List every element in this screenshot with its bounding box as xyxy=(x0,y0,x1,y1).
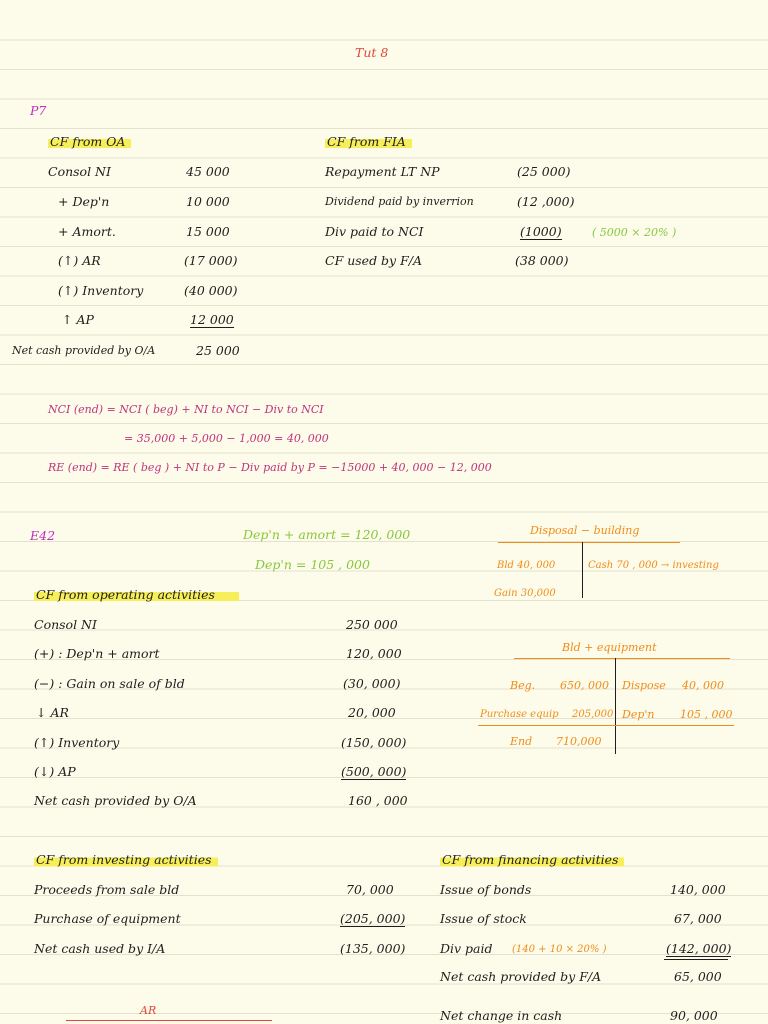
p7-oa-row-value: 15 000 xyxy=(186,224,230,239)
e42-oa-total-value: 160 , 000 xyxy=(348,793,408,808)
dep-amort-equation: Dep'n + amort = 120, 000 xyxy=(243,527,411,542)
p7-oa-row-value: (40 000) xyxy=(184,283,238,298)
bld-equip-left-label: Beg. xyxy=(510,679,536,692)
p7-oa-heading: CF from OA xyxy=(48,134,131,149)
e42-ia-row-label: Proceeds from sale bld xyxy=(34,882,180,897)
underline-rule xyxy=(664,959,728,960)
p7-fia-total-value: (38 000) xyxy=(515,253,569,268)
e42-oa-row-label: (↑) Inventory xyxy=(34,735,120,750)
p7-fia-total-label: CF used by F/A xyxy=(325,253,422,268)
p7-oa-row-value: 10 000 xyxy=(186,194,230,209)
e42-ia-total-value: (135, 000) xyxy=(340,941,406,956)
t-account-rule xyxy=(514,658,730,659)
e42-ia-total-label: Net cash used by I/A xyxy=(34,941,166,956)
e42-fa-row-value: 140, 000 xyxy=(670,882,726,897)
depn-equation: Dep'n = 105 , 000 xyxy=(255,557,370,572)
e42-oa-row-value: 20, 000 xyxy=(348,705,396,720)
net-change-label: Net change in cash xyxy=(440,1008,563,1023)
bld-equip-left-label: Purchase equip xyxy=(480,709,559,720)
e42-oa-row-value: (500, 000) xyxy=(341,764,407,779)
e42-fa-row-value: (142, 000) xyxy=(666,941,732,956)
e42-ia-row-value: (205, 000) xyxy=(340,911,406,926)
p7-fia-heading: CF from FIA xyxy=(325,134,412,149)
bld-equip-right-label: Dep'n xyxy=(622,708,655,721)
p7-fia-note: ( 5000 × 20% ) xyxy=(592,226,677,239)
disposal-left-item: Gain 30,000 xyxy=(494,588,556,599)
disposal-left-item: Bld 40, 000 xyxy=(497,560,556,571)
bld-equip-left-value: 205,000 xyxy=(572,709,614,720)
bld-equip-right-value: 40, 000 xyxy=(682,679,724,692)
e42-fa-total-label: Net cash provided by F/A xyxy=(440,969,602,984)
t-account-rule xyxy=(66,1020,272,1021)
p7-fia-row-label: Repayment LT NP xyxy=(325,164,440,179)
disposal-title: Disposal − building xyxy=(530,524,640,537)
t-account-divider xyxy=(582,542,583,598)
bld-equip-right-value: 105 , 000 xyxy=(680,708,733,721)
e42-oa-heading: CF from operating activities xyxy=(34,587,239,602)
t-account-rule xyxy=(478,725,734,726)
e42-oa-row-value: (150, 000) xyxy=(341,735,407,750)
p7-oa-total-label: Net cash provided by O/A xyxy=(12,344,156,357)
p7-oa-row-label: (↑) Inventory xyxy=(58,283,144,298)
e42-oa-row-label: (↓) AP xyxy=(34,764,76,779)
p7-fia-row-label: Dividend paid by inverrion xyxy=(325,195,474,208)
e42-oa-row-value: (30, 000) xyxy=(343,676,401,691)
p7-oa-row-label: + Dep'n xyxy=(58,194,110,209)
p7-fia-row-value: (12 ,000) xyxy=(517,194,575,209)
p7-label: P7 xyxy=(30,103,47,118)
p7-oa-row-value: 45 000 xyxy=(186,164,230,179)
e42-fa-row-value: 67, 000 xyxy=(674,911,722,926)
e42-fa-total-value: 65, 000 xyxy=(674,969,722,984)
bld-equip-left-value: 650, 000 xyxy=(560,679,609,692)
p7-oa-row-label: (↑) AR xyxy=(58,253,101,268)
e42-oa-row-value: 250 000 xyxy=(346,617,398,632)
e42-fa-heading: CF from financing activities xyxy=(440,852,624,867)
page-title: Tut 8 xyxy=(355,45,389,60)
p7-fia-row-label: Div paid to NCI xyxy=(325,224,424,239)
e42-oa-row-label: ↓ AR xyxy=(36,705,69,720)
p7-oa-row-label: ↑ AP xyxy=(62,312,94,327)
p7-fia-row-value: (1000) xyxy=(520,224,562,239)
e42-fa-row-label: Div paid xyxy=(440,941,493,956)
e42-oa-total-label: Net cash provided by O/A xyxy=(34,793,197,808)
t-account-rule xyxy=(498,542,680,543)
p7-oa-row-label: + Amort. xyxy=(58,224,116,239)
bld-equip-left-value: 710,000 xyxy=(556,735,602,748)
p7-oa-total-value: 25 000 xyxy=(196,343,240,358)
e42-oa-row-label: (+) : Dep'n + amort xyxy=(34,646,160,661)
nci-equation: NCI (end) = NCI ( beg) + NI to NCI − Div to NCI xyxy=(48,403,324,416)
bld-equip-title: Bld + equipment xyxy=(562,641,657,654)
disposal-right-item: Cash 70 , 000 → investing xyxy=(588,560,719,571)
div-paid-note: (140 + 10 × 20% ) xyxy=(512,944,607,955)
e42-fa-row-label: Issue of bonds xyxy=(440,882,532,897)
p7-oa-row-value: (17 000) xyxy=(184,253,238,268)
ar-account-title: AR xyxy=(140,1004,157,1017)
e42-ia-row-value: 70, 000 xyxy=(346,882,394,897)
p7-fia-row-value: (25 000) xyxy=(517,164,571,179)
bld-equip-right-label: Dispose xyxy=(622,679,666,692)
e42-oa-row-value: 120, 000 xyxy=(346,646,402,661)
p7-oa-row-value: 12 000 xyxy=(190,312,234,327)
t-account-divider xyxy=(615,658,616,754)
e42-label: E42 xyxy=(30,528,56,543)
e42-ia-heading: CF from investing activities xyxy=(34,852,218,867)
p7-oa-row-label: Consol NI xyxy=(48,164,111,179)
net-change-value: 90, 000 xyxy=(670,1008,718,1023)
e42-oa-row-label: Consol NI xyxy=(34,617,97,632)
e42-fa-row-label: Issue of stock xyxy=(440,911,527,926)
e42-oa-row-label: (−) : Gain on sale of bld xyxy=(34,676,185,691)
e42-ia-row-label: Purchase of equipment xyxy=(34,911,181,926)
bld-equip-left-label: End xyxy=(510,735,533,748)
re-equation: RE (end) = RE ( beg ) + NI to P − Div paid by P = −15000 + 40, 000 − 12, 000 xyxy=(48,461,492,474)
nci-equation-values: = 35,000 + 5,000 − 1,000 = 40, 000 xyxy=(124,432,329,445)
